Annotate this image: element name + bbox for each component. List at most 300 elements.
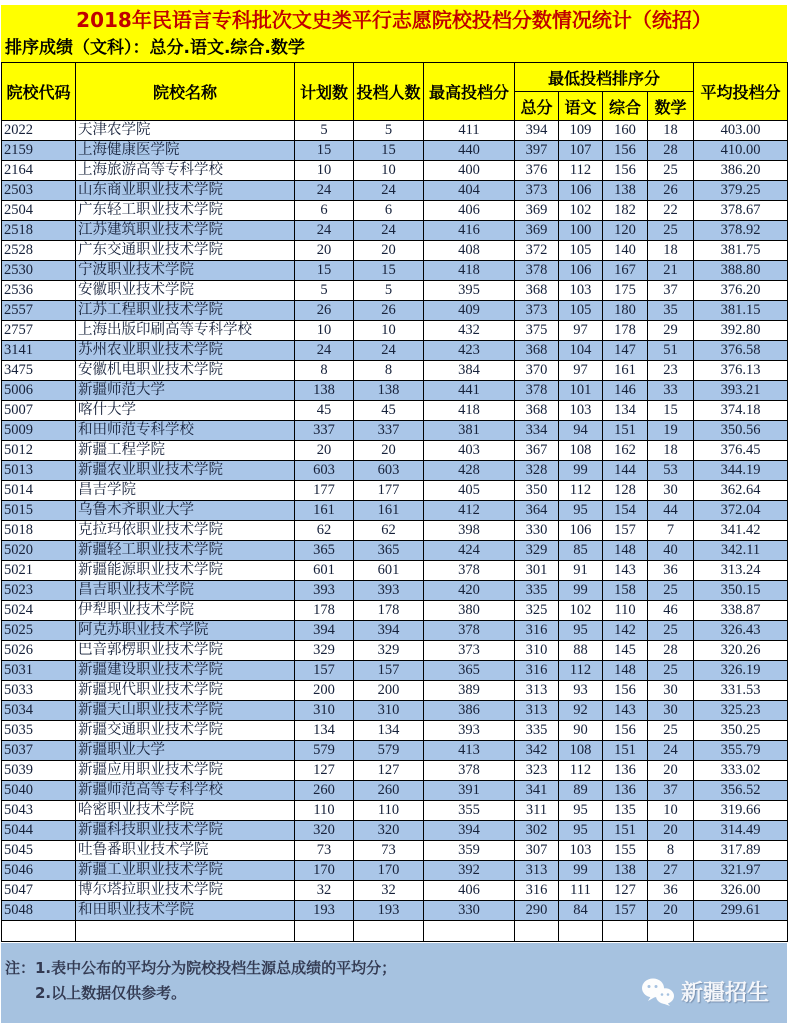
min-comprehensive-cell: 157: [603, 521, 648, 541]
table-row: [2, 761, 788, 781]
college-code-cell: 5043: [2, 801, 76, 821]
filed-count-cell: 26: [354, 301, 424, 321]
min-total-cell: 313: [515, 861, 559, 881]
filed-count-cell: 73: [354, 841, 424, 861]
min-comprehensive-cell: 136: [603, 761, 648, 781]
table-row: [2, 801, 788, 821]
page-title: 2018年民语言专科批次文史类平行志愿院校投档分数情况统计（统招）: [1, 5, 787, 36]
max-score-cell: 365: [424, 661, 515, 681]
min-total-cell: 350: [515, 481, 559, 501]
min-chinese-cell: 101: [559, 381, 603, 401]
filed-count-cell: 45: [354, 401, 424, 421]
filed-count-cell: 134: [354, 721, 424, 741]
avg-score-cell: 333.02: [694, 761, 788, 781]
min-chinese-cell: 112: [559, 761, 603, 781]
min-math-cell: 29: [648, 321, 694, 341]
min-chinese-cell: 99: [559, 861, 603, 881]
college-code-cell: 2528: [2, 241, 76, 261]
filed-count-cell: 5: [354, 281, 424, 301]
min-math-cell: 18: [648, 441, 694, 461]
min-math-cell: 24: [648, 741, 694, 761]
plan-count-cell: 603: [295, 461, 354, 481]
college-code-cell: 5045: [2, 841, 76, 861]
college-name-cell: 新疆建设职业技术学院: [76, 661, 295, 681]
min-math-cell: 46: [648, 601, 694, 621]
college-name-cell: 新疆轻工职业技术学院: [76, 541, 295, 561]
min-chinese-cell: 95: [559, 801, 603, 821]
min-comprehensive-cell: 136: [603, 781, 648, 801]
college-name-cell: 新疆交通职业技术学院: [76, 721, 295, 741]
filed-count-cell: 320: [354, 821, 424, 841]
min-chinese-cell: 108: [559, 741, 603, 761]
college-code-cell: 5025: [2, 621, 76, 641]
avg-score-cell: 342.11: [694, 541, 788, 561]
empty-cell: [354, 921, 424, 942]
min-total-cell: 367: [515, 441, 559, 461]
max-score-cell: 440: [424, 141, 515, 161]
college-code-cell: 5007: [2, 401, 76, 421]
min-total-cell: 369: [515, 201, 559, 221]
min-math-cell: 21: [648, 261, 694, 281]
max-score-cell: 386: [424, 701, 515, 721]
avg-score-cell: 376.20: [694, 281, 788, 301]
filed-count-cell: 260: [354, 781, 424, 801]
plan-count-cell: 20: [295, 241, 354, 261]
college-code-cell: 3141: [2, 341, 76, 361]
min-comprehensive-cell: 156: [603, 141, 648, 161]
college-code-cell: 3475: [2, 361, 76, 381]
filed-count-cell: 161: [354, 501, 424, 521]
college-code-cell: 2536: [2, 281, 76, 301]
header-college-name: 院校名称: [76, 63, 295, 121]
min-chinese-cell: 95: [559, 621, 603, 641]
plan-count-cell: 45: [295, 401, 354, 421]
min-comprehensive-cell: 138: [603, 181, 648, 201]
table-row: [2, 861, 788, 881]
sort-rule-line: 排序成绩（文科）：总分.语文.综合.数学: [1, 36, 787, 62]
empty-cell: [559, 921, 603, 942]
max-score-cell: 380: [424, 601, 515, 621]
min-math-cell: 18: [648, 121, 694, 141]
min-comprehensive-cell: 157: [603, 901, 648, 921]
college-name-cell: 克拉玛依职业技术学院: [76, 521, 295, 541]
college-name-cell: 新疆天山职业技术学院: [76, 701, 295, 721]
max-score-cell: 393: [424, 721, 515, 741]
max-score-cell: 330: [424, 901, 515, 921]
avg-score-cell: 362.64: [694, 481, 788, 501]
min-math-cell: 26: [648, 181, 694, 201]
max-score-cell: 391: [424, 781, 515, 801]
college-name-cell: 乌鲁木齐职业大学: [76, 501, 295, 521]
table-row: [2, 321, 788, 341]
min-comprehensive-cell: 151: [603, 421, 648, 441]
min-math-cell: 36: [648, 881, 694, 901]
college-code-cell: 5033: [2, 681, 76, 701]
college-code-cell: 2164: [2, 161, 76, 181]
min-math-cell: 10: [648, 801, 694, 821]
min-math-cell: 35: [648, 301, 694, 321]
max-score-cell: 378: [424, 761, 515, 781]
table-row: [2, 361, 788, 381]
college-code-cell: 5014: [2, 481, 76, 501]
college-name-cell: 宁波职业技术学院: [76, 261, 295, 281]
max-score-cell: 384: [424, 361, 515, 381]
min-math-cell: 33: [648, 381, 694, 401]
plan-count-cell: 5: [295, 121, 354, 141]
min-total-cell: 341: [515, 781, 559, 801]
filed-count-cell: 8: [354, 361, 424, 381]
table-row: [2, 741, 788, 761]
filed-count-cell: 177: [354, 481, 424, 501]
header-min-total: 总分: [515, 92, 559, 121]
min-total-cell: 368: [515, 281, 559, 301]
avg-score-cell: 344.19: [694, 461, 788, 481]
min-total-cell: 335: [515, 581, 559, 601]
min-total-cell: 368: [515, 401, 559, 421]
college-name-cell: 和田职业技术学院: [76, 901, 295, 921]
min-chinese-cell: 112: [559, 481, 603, 501]
min-comprehensive-cell: 155: [603, 841, 648, 861]
min-math-cell: 19: [648, 421, 694, 441]
min-total-cell: 397: [515, 141, 559, 161]
filed-count-cell: 329: [354, 641, 424, 661]
min-comprehensive-cell: 148: [603, 661, 648, 681]
min-comprehensive-cell: 151: [603, 821, 648, 841]
filed-count-cell: 10: [354, 321, 424, 341]
min-chinese-cell: 88: [559, 641, 603, 661]
plan-count-cell: 15: [295, 261, 354, 281]
college-code-cell: 5009: [2, 421, 76, 441]
empty-cell: [76, 921, 295, 942]
filed-count-cell: 15: [354, 261, 424, 281]
min-chinese-cell: 92: [559, 701, 603, 721]
college-code-cell: 5035: [2, 721, 76, 741]
min-chinese-cell: 107: [559, 141, 603, 161]
college-name-cell: 哈密职业技术学院: [76, 801, 295, 821]
min-math-cell: 28: [648, 641, 694, 661]
filed-count-cell: 193: [354, 901, 424, 921]
table-row: [2, 681, 788, 701]
college-name-cell: 江苏建筑职业技术学院: [76, 221, 295, 241]
min-chinese-cell: 99: [559, 581, 603, 601]
header-min-comprehensive: 综合: [603, 92, 648, 121]
table-row: [2, 901, 788, 921]
filed-count-cell: 15: [354, 141, 424, 161]
college-code-cell: 2557: [2, 301, 76, 321]
filed-count-cell: 601: [354, 561, 424, 581]
min-chinese-cell: 102: [559, 601, 603, 621]
min-comprehensive-cell: 140: [603, 241, 648, 261]
min-comprehensive-cell: 127: [603, 881, 648, 901]
min-comprehensive-cell: 120: [603, 221, 648, 241]
table-row: [2, 721, 788, 741]
table-row: [2, 281, 788, 301]
table-row: [2, 421, 788, 441]
min-math-cell: 7: [648, 521, 694, 541]
avg-score-cell: 372.04: [694, 501, 788, 521]
plan-count-cell: 15: [295, 141, 354, 161]
avg-score-cell: 355.79: [694, 741, 788, 761]
min-math-cell: 30: [648, 681, 694, 701]
avg-score-cell: 410.00: [694, 141, 788, 161]
header-min-rank-group: 最低投档排序分: [515, 63, 694, 92]
table-row: [2, 201, 788, 221]
min-total-cell: 316: [515, 661, 559, 681]
college-code-cell: 5013: [2, 461, 76, 481]
min-total-cell: 368: [515, 341, 559, 361]
college-name-cell: 新疆工程学院: [76, 441, 295, 461]
college-code-cell: 2159: [2, 141, 76, 161]
table-header: [2, 63, 788, 121]
min-comprehensive-cell: 154: [603, 501, 648, 521]
plan-count-cell: 5: [295, 281, 354, 301]
college-code-cell: 5037: [2, 741, 76, 761]
plan-count-cell: 32: [295, 881, 354, 901]
plan-count-cell: 6: [295, 201, 354, 221]
table-row: [2, 121, 788, 141]
filed-count-cell: 200: [354, 681, 424, 701]
plan-count-cell: 579: [295, 741, 354, 761]
filed-count-cell: 310: [354, 701, 424, 721]
avg-score-cell: 326.19: [694, 661, 788, 681]
college-code-cell: 5026: [2, 641, 76, 661]
min-total-cell: 328: [515, 461, 559, 481]
min-chinese-cell: 99: [559, 461, 603, 481]
table-row: [2, 621, 788, 641]
avg-score-cell: 319.66: [694, 801, 788, 821]
min-comprehensive-cell: 162: [603, 441, 648, 461]
header-college-code: 院校代码: [2, 63, 76, 121]
min-total-cell: 375: [515, 321, 559, 341]
min-comprehensive-cell: 147: [603, 341, 648, 361]
table-row: [2, 401, 788, 421]
min-total-cell: 373: [515, 301, 559, 321]
min-chinese-cell: 95: [559, 501, 603, 521]
min-math-cell: 25: [648, 161, 694, 181]
max-score-cell: 418: [424, 261, 515, 281]
min-comprehensive-cell: 110: [603, 601, 648, 621]
college-code-cell: 5039: [2, 761, 76, 781]
college-code-cell: 5020: [2, 541, 76, 561]
table-row: [2, 881, 788, 901]
min-comprehensive-cell: 143: [603, 561, 648, 581]
filed-count-cell: 365: [354, 541, 424, 561]
min-total-cell: 369: [515, 221, 559, 241]
min-chinese-cell: 95: [559, 821, 603, 841]
min-math-cell: 18: [648, 241, 694, 261]
max-score-cell: 394: [424, 821, 515, 841]
plan-count-cell: 601: [295, 561, 354, 581]
min-total-cell: 394: [515, 121, 559, 141]
min-comprehensive-cell: 135: [603, 801, 648, 821]
plan-count-cell: 20: [295, 441, 354, 461]
max-score-cell: 416: [424, 221, 515, 241]
max-score-cell: 432: [424, 321, 515, 341]
empty-cell: [648, 921, 694, 942]
plan-count-cell: 24: [295, 341, 354, 361]
college-name-cell: 苏州农业职业技术学院: [76, 341, 295, 361]
college-name-cell: 昌吉学院: [76, 481, 295, 501]
min-math-cell: 20: [648, 821, 694, 841]
max-score-cell: 373: [424, 641, 515, 661]
plan-count-cell: 170: [295, 861, 354, 881]
min-chinese-cell: 100: [559, 221, 603, 241]
plan-count-cell: 24: [295, 181, 354, 201]
filed-count-cell: 24: [354, 341, 424, 361]
college-name-cell: 巴音郭楞职业技术学院: [76, 641, 295, 661]
table-row: [2, 521, 788, 541]
avg-score-cell: 341.42: [694, 521, 788, 541]
table-row: [2, 541, 788, 561]
min-chinese-cell: 94: [559, 421, 603, 441]
min-comprehensive-cell: 156: [603, 681, 648, 701]
avg-score-cell: 325.23: [694, 701, 788, 721]
college-name-cell: 新疆工业职业技术学院: [76, 861, 295, 881]
min-math-cell: 25: [648, 221, 694, 241]
max-score-cell: 398: [424, 521, 515, 541]
college-code-cell: 5034: [2, 701, 76, 721]
max-score-cell: 413: [424, 741, 515, 761]
college-name-cell: 新疆职业大学: [76, 741, 295, 761]
min-math-cell: 25: [648, 581, 694, 601]
avg-score-cell: 350.15: [694, 581, 788, 601]
table-row: [2, 821, 788, 841]
min-math-cell: 40: [648, 541, 694, 561]
min-comprehensive-cell: 156: [603, 161, 648, 181]
college-code-cell: 5046: [2, 861, 76, 881]
min-chinese-cell: 103: [559, 401, 603, 421]
min-math-cell: 25: [648, 661, 694, 681]
college-name-cell: 昌吉职业技术学院: [76, 581, 295, 601]
header-min-math: 数学: [648, 92, 694, 121]
table-row: [2, 181, 788, 201]
min-total-cell: 316: [515, 621, 559, 641]
plan-count-cell: 73: [295, 841, 354, 861]
plan-count-cell: 337: [295, 421, 354, 441]
min-comprehensive-cell: 144: [603, 461, 648, 481]
filed-count-cell: 24: [354, 221, 424, 241]
min-comprehensive-cell: 175: [603, 281, 648, 301]
max-score-cell: 392: [424, 861, 515, 881]
max-score-cell: 404: [424, 181, 515, 201]
college-name-cell: 吐鲁番职业技术学院: [76, 841, 295, 861]
avg-score-cell: 379.25: [694, 181, 788, 201]
table-row: [2, 781, 788, 801]
table-row: [2, 441, 788, 461]
min-math-cell: 44: [648, 501, 694, 521]
avg-score-cell: 378.67: [694, 201, 788, 221]
college-code-cell: 5044: [2, 821, 76, 841]
plan-count-cell: 157: [295, 661, 354, 681]
college-name-cell: 新疆应用职业技术学院: [76, 761, 295, 781]
plan-count-cell: 62: [295, 521, 354, 541]
empty-cell: [515, 921, 559, 942]
min-chinese-cell: 84: [559, 901, 603, 921]
college-code-cell: 5021: [2, 561, 76, 581]
avg-score-cell: 386.20: [694, 161, 788, 181]
max-score-cell: 409: [424, 301, 515, 321]
plan-count-cell: 161: [295, 501, 354, 521]
min-total-cell: 313: [515, 701, 559, 721]
min-math-cell: 37: [648, 281, 694, 301]
avg-score-cell: 403.00: [694, 121, 788, 141]
min-comprehensive-cell: 167: [603, 261, 648, 281]
college-code-cell: 5018: [2, 521, 76, 541]
college-code-cell: 2518: [2, 221, 76, 241]
min-total-cell: 334: [515, 421, 559, 441]
plan-count-cell: 110: [295, 801, 354, 821]
plan-count-cell: 138: [295, 381, 354, 401]
min-math-cell: 30: [648, 481, 694, 501]
min-comprehensive-cell: 138: [603, 861, 648, 881]
avg-score-cell: 381.15: [694, 301, 788, 321]
min-comprehensive-cell: 134: [603, 401, 648, 421]
max-score-cell: 378: [424, 561, 515, 581]
max-score-cell: 389: [424, 681, 515, 701]
filed-count-cell: 24: [354, 181, 424, 201]
college-name-cell: 阿克苏职业技术学院: [76, 621, 295, 641]
min-total-cell: 313: [515, 681, 559, 701]
plan-count-cell: 127: [295, 761, 354, 781]
score-table: [1, 62, 788, 942]
max-score-cell: 418: [424, 401, 515, 421]
min-math-cell: 20: [648, 761, 694, 781]
min-total-cell: 323: [515, 761, 559, 781]
avg-score-cell: 321.97: [694, 861, 788, 881]
college-name-cell: 新疆现代职业技术学院: [76, 681, 295, 701]
college-name-cell: 天津农学院: [76, 121, 295, 141]
max-score-cell: 420: [424, 581, 515, 601]
college-name-cell: 江苏工程职业技术学院: [76, 301, 295, 321]
avg-score-cell: 374.18: [694, 401, 788, 421]
table-row: [2, 341, 788, 361]
min-math-cell: 36: [648, 561, 694, 581]
min-comprehensive-cell: 143: [603, 701, 648, 721]
filed-count-cell: 5: [354, 121, 424, 141]
min-math-cell: 53: [648, 461, 694, 481]
avg-score-cell: 376.45: [694, 441, 788, 461]
filed-count-cell: 127: [354, 761, 424, 781]
college-name-cell: 伊犁职业技术学院: [76, 601, 295, 621]
empty-cell: [603, 921, 648, 942]
min-chinese-cell: 106: [559, 181, 603, 201]
min-total-cell: 316: [515, 881, 559, 901]
college-name-cell: 广东交通职业技术学院: [76, 241, 295, 261]
max-score-cell: 403: [424, 441, 515, 461]
filed-count-cell: 20: [354, 241, 424, 261]
avg-score-cell: 331.53: [694, 681, 788, 701]
min-total-cell: 342: [515, 741, 559, 761]
table-row: [2, 601, 788, 621]
min-comprehensive-cell: 180: [603, 301, 648, 321]
min-chinese-cell: 109: [559, 121, 603, 141]
table-row: [2, 481, 788, 501]
max-score-cell: 355: [424, 801, 515, 821]
college-code-cell: 5024: [2, 601, 76, 621]
max-score-cell: 359: [424, 841, 515, 861]
college-code-cell: 5006: [2, 381, 76, 401]
avg-score-cell: 326.43: [694, 621, 788, 641]
college-name-cell: 新疆农业职业技术学院: [76, 461, 295, 481]
college-name-cell: 新疆师范大学: [76, 381, 295, 401]
plan-count-cell: 193: [295, 901, 354, 921]
header-avg-score: 平均投档分: [694, 63, 788, 121]
avg-score-cell: 299.61: [694, 901, 788, 921]
avg-score-cell: 320.26: [694, 641, 788, 661]
college-code-cell: 2530: [2, 261, 76, 281]
max-score-cell: 405: [424, 481, 515, 501]
min-total-cell: 307: [515, 841, 559, 861]
